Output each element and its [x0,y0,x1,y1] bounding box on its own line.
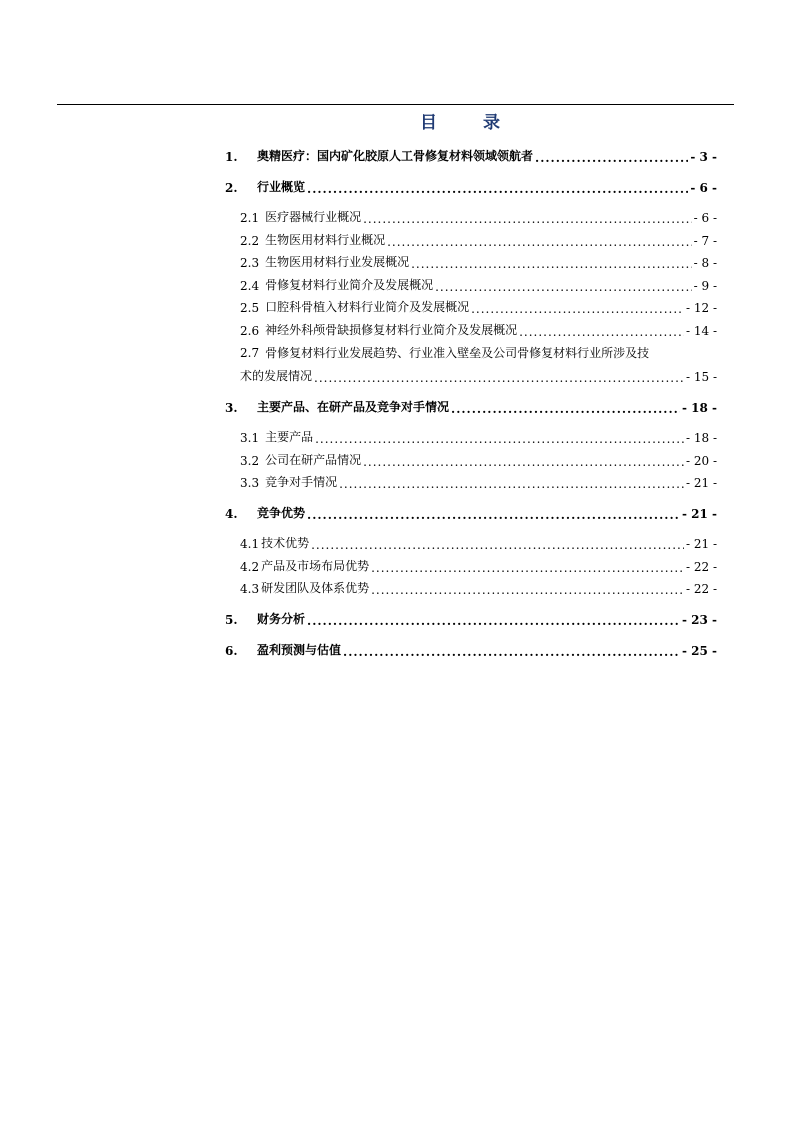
toc-leader [535,152,688,164]
toc-page: - 6 - [693,211,717,225]
toc-label: 竞争优势 [257,506,306,520]
toc-entry[interactable] [0,275,793,293]
toc-entry[interactable] [0,556,793,574]
toc-leader [371,584,684,596]
toc-label: 生物医用材料行业发展概况 [265,255,410,269]
toc-label: 研发团队及体系优势 [261,581,370,595]
toc-label: 主要产品、在研产品及竞争对手情况 [257,400,450,414]
toc-label: 盈利预测与估值 [257,643,342,657]
toc-entry[interactable] [0,366,793,384]
toc-page: - 18 - [681,401,717,415]
toc-leader [315,433,684,445]
toc-leader [451,403,680,415]
toc-number: 3.3 [240,476,260,490]
toc-page: - 23 - [681,613,717,627]
toc-entry[interactable] [0,427,793,445]
toc-label: 骨修复材料行业发展趋势、行业准入壁垒及公司骨修复材料行业所涉及技 [265,346,650,360]
toc-page: - 6 - [690,181,717,195]
toc-entry[interactable] [0,472,793,490]
toc-leader [435,281,692,293]
toc-page: - 7 - [693,234,717,248]
toc-page: - 3 - [690,150,717,164]
toc-number: 2.1 [240,211,260,225]
toc-number: 2.7 [240,346,260,360]
toc-number: 4.3 [240,582,260,596]
toc-number: 2.6 [240,324,260,338]
toc-leader [339,478,684,490]
toc-page: - 21 - [685,476,717,490]
toc-leader [314,372,684,384]
toc-label: 技术优势 [261,536,310,550]
toc-page: - 21 - [685,537,717,551]
toc-entry-wrapped[interactable] [240,344,649,361]
toc-leader [307,615,680,627]
toc-page: - 22 - [685,582,717,596]
toc-number: 4.2 [240,560,260,574]
toc-number: 2. [225,181,238,195]
toc-label: 生物医用材料行业概况 [265,233,386,247]
toc-label: 财务分析 [257,612,306,626]
toc-leader [311,539,684,551]
toc-label: 公司在研产品情况 [265,453,362,467]
toc-label: 产品及市场布局优势 [261,559,370,573]
toc-leader [307,509,680,521]
toc-label: 行业概览 [257,180,306,194]
toc-number: 3.2 [240,454,260,468]
toc-page: - 25 - [681,644,717,658]
toc-entry[interactable] [0,609,793,627]
toc-page: - 15 - [685,370,717,384]
page-title: 目 录 [420,113,520,133]
toc-entry[interactable] [0,578,793,596]
toc-entry[interactable] [0,297,793,315]
toc-leader [307,183,688,195]
toc-number: 2.2 [240,234,260,248]
toc-number: 2.4 [240,279,260,293]
toc-page: - 12 - [685,301,717,315]
toc-number: 2.3 [240,256,260,270]
toc-label: 口腔科骨植入材料行业简介及发展概况 [265,300,470,314]
toc-entry[interactable] [0,207,793,225]
toc-page: - 21 - [681,507,717,521]
toc-page: - 18 - [685,431,717,445]
toc-entry[interactable] [0,252,793,270]
toc-page: - 22 - [685,560,717,574]
toc-page: - 8 - [693,256,717,270]
toc-entry[interactable] [0,397,793,415]
toc-entry[interactable] [0,533,793,551]
toc-number: 6. [225,644,238,658]
toc-label: 神经外科颅骨缺损修复材料行业简介及发展概况 [265,323,518,337]
toc-label-continuation: 术的发展情况 [240,369,313,383]
toc-entry[interactable] [0,230,793,248]
toc-page: - 20 - [685,454,717,468]
toc-number: 5. [225,613,238,627]
toc-leader [363,456,684,468]
toc-number: 4. [225,507,238,521]
toc-leader [519,326,684,338]
toc-leader [471,303,684,315]
toc-entry[interactable] [0,146,793,164]
toc-label: 医疗器械行业概况 [265,210,362,224]
toc-leader [371,562,684,574]
toc-page: - 9 - [693,279,717,293]
toc-number: 4.1 [240,537,260,551]
toc-label: 竞争对手情况 [265,475,338,489]
toc-entry[interactable] [0,503,793,521]
toc-entry[interactable] [0,450,793,468]
toc-leader [343,646,680,658]
toc-leader [387,236,692,248]
toc-entry[interactable] [0,640,793,658]
toc-number: 1. [225,150,238,164]
toc-label: 主要产品 [265,430,314,444]
toc-number: 2.5 [240,301,260,315]
toc-number: 3.1 [240,431,260,445]
toc-leader [363,213,692,225]
toc-label: 骨修复材料行业简介及发展概况 [265,278,434,292]
toc-leader [411,258,692,270]
toc-entry[interactable] [0,177,793,195]
toc-entry[interactable] [0,320,793,338]
toc-label: 奥精医疗：国内矿化胶原人工骨修复材料领域领航者 [257,149,534,163]
toc-page: - 14 - [685,324,717,338]
toc-number: 3. [225,401,238,415]
